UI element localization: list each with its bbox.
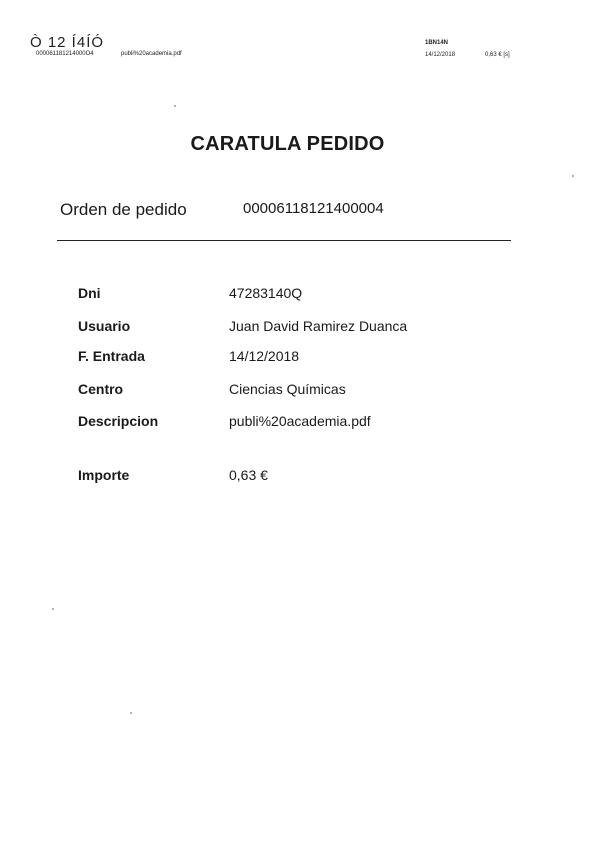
header-amount: 0,63 € [s] — [485, 52, 510, 58]
header-glyphs: Ò 12 Í4ÍÓ — [30, 34, 105, 51]
field-row-descripcion — [0, 413, 600, 433]
header-filename: publi%20academia.pdf — [121, 51, 182, 57]
field-row-dni — [0, 285, 600, 305]
divider-line — [57, 240, 511, 241]
field-row-usuario — [0, 318, 600, 338]
field-label: Importe — [78, 467, 130, 483]
scan-speck — [174, 105, 176, 107]
field-label: Centro — [78, 381, 124, 397]
page-title: CARATULA PEDIDO — [190, 133, 385, 155]
field-value: Ciencias Químicas — [229, 381, 346, 397]
field-value: 0,63 € — [229, 467, 268, 483]
field-row-importe — [0, 467, 600, 487]
scan-speck — [572, 175, 574, 177]
field-label: Usuario — [78, 318, 131, 334]
field-label: Dni — [78, 285, 101, 301]
field-value: Juan David Ramirez Duanca — [229, 318, 408, 334]
header-order-number: 000061181214000O4 — [36, 51, 94, 57]
field-row-centro — [0, 381, 600, 401]
field-row-fecha-entrada — [0, 348, 600, 368]
field-value: 14/12/2018 — [229, 348, 300, 364]
scan-speck — [130, 712, 132, 714]
field-label: F. Entrada — [78, 348, 145, 364]
header-code: 1BN14N — [425, 40, 449, 46]
field-value: 47283140Q — [229, 285, 303, 301]
field-value: publi%20academia.pdf — [229, 413, 371, 429]
scan-speck — [52, 608, 54, 610]
order-value: 00006118121400004 — [243, 200, 384, 217]
header-date: 14/12/2018 — [425, 52, 456, 58]
field-label: Descripcion — [78, 413, 159, 429]
order-label: Orden de pedido — [60, 200, 187, 219]
